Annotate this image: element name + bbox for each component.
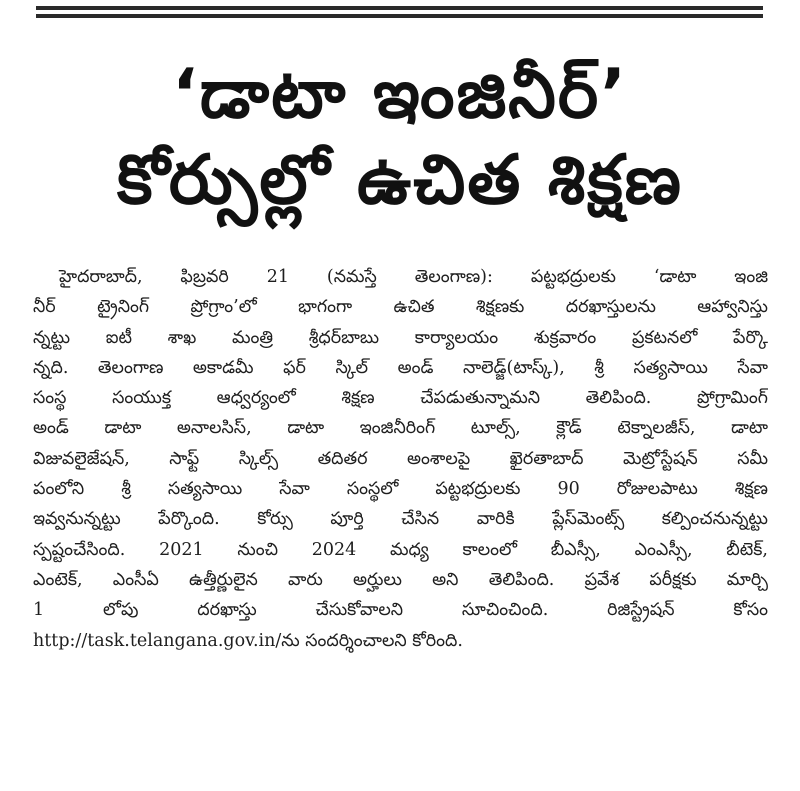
headline	[30, 52, 770, 224]
article-line: న్నది. తెలంగాణ అకాడమీ ఫర్ స్కిల్ అండ్ నాలెడ్జ్(టాస్క్), శ్రీ సత్యసాయి సేవా	[33, 357, 768, 378]
article-line: పంలోని శ్రీ సత్యసాయి సేవా సంస్థలో పట్టభద్రులకు 90 రోజులపాటు శిక్షణ	[33, 479, 768, 500]
headline-line-1: ‘డాటా ఇంజినీర్’	[171, 55, 629, 134]
article-line: నీర్ ట్రైనింగ్ ప్రోగ్రాం’లో భాగంగా ఉచిత శిక్షణకు దరఖాస్తులను ఆహ్వానిస్తు	[33, 297, 768, 318]
rule-line	[36, 14, 763, 18]
article-line: సంస్థ సంయుక్త ఆధ్వర్యంలో శిక్షణ చేపడుతున్నామని తెలిపింది. ప్రోగ్రామింగ్	[33, 388, 768, 409]
article-line: విజువలైజేషన్, సాఫ్ట్ స్కిల్స్ తదితర అంశాలపై ఖైరతాబాద్ మెట్రోస్టేషన్ సమీ	[33, 448, 768, 469]
article-line: ఇవ్వనున్నట్టు పేర్కొంది. కోర్సు పూర్తి చేసిన వారికి ప్లేస్‌మెంట్స్ కల్పించనున్నట్టు	[33, 509, 768, 530]
article-line: హైదరాబాద్, ఫిబ్రవరి 21 (నమస్తే తెలంగాణ): పట్టభద్రులకు ‘డాటా ఇంజి	[59, 267, 768, 287]
article-line: అండ్ డాటా అనాలసిస్, డాటా ఇంజినీరింగ్ టూల్స్, క్లౌడ్ టెక్నాలజీస్, డాటా	[33, 418, 768, 439]
headline-line-2: కోర్సుల్లో ఉచిత శిక్షణ	[117, 141, 683, 220]
article-line: న్నట్టు ఐటీ శాఖ మంత్రి శ్రీధర్‌బాబు కార్యాలయం శుక్రవారం ప్రకటనలో పేర్కొ	[33, 327, 768, 348]
article-line: స్పష్టంచేసింది. 2021 నుంచి 2024 మధ్య కాలంలో బీఎస్సీ, ఎంఎస్సీ, బీటెక్,	[33, 539, 768, 560]
article-line: 1 లోపు దరఖాస్తు చేసుకోవాలని సూచించింది. రిజిస్ట్రేషన్ కోసం	[33, 600, 768, 621]
masthead-rules	[36, 6, 763, 22]
article-body	[33, 262, 768, 656]
article-line: ఎంటెక్, ఎంసీఏ ఉత్తీర్ణులైన వారు అర్హులు అని తెలిపింది. ప్రవేశ పరీక్షకు మార్చి	[33, 569, 768, 590]
article-line: http://task.telangana.gov.in/ను సందర్శించాలని కోరింది.	[33, 630, 463, 651]
rule-line	[36, 6, 763, 10]
